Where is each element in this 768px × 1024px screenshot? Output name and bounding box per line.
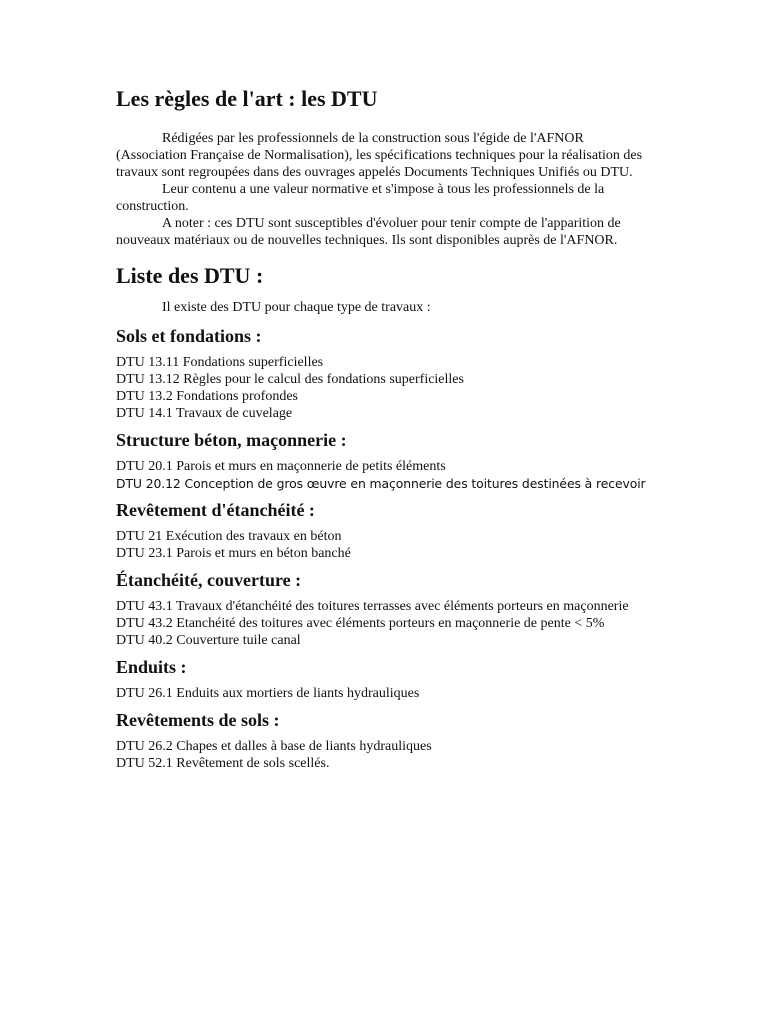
dtu-entry: DTU 43.1 Travaux d'étanchéité des toitures terrasses avec éléments porteurs en maçonnerie bbox=[116, 599, 629, 614]
list-intro: Il existe des DTU pour chaque type de travaux : bbox=[162, 300, 431, 315]
section-sols-fondations bbox=[116, 324, 656, 422]
section-heading: Étanchéité, couverture : bbox=[116, 570, 302, 590]
intro-paragraph-3: A noter : ces DTU sont susceptibles d'évoluer pour tenir compte de l'apparition de nouveaux matériaux ou de nouvelles techniques. Ils sont disponibles auprès de l'AFNOR. bbox=[116, 216, 621, 248]
section-etancheite-couverture bbox=[116, 568, 656, 649]
document-page bbox=[116, 84, 656, 778]
section-revetement-etancheite bbox=[116, 498, 656, 562]
dtu-entry: DTU 20.12 Conception de gros œuvre en maçonnerie des toitures destinées à recevoir bbox=[116, 476, 646, 491]
section-heading: Sols et fondations : bbox=[116, 326, 262, 346]
section-enduits bbox=[116, 655, 656, 702]
dtu-entry: DTU 23.1 Parois et murs en béton banché bbox=[116, 546, 351, 561]
intro-block bbox=[116, 130, 656, 249]
dtu-entry: DTU 21 Exécution des travaux en béton bbox=[116, 529, 342, 544]
dtu-entry: DTU 13.2 Fondations profondes bbox=[116, 389, 298, 404]
dtu-entry: DTU 20.1 Parois et murs en maçonnerie de petits éléments bbox=[116, 459, 446, 474]
intro-paragraph-2: Leur contenu a une valeur normative et s'impose à tous les professionnels de la construction. bbox=[116, 182, 605, 214]
dtu-entry: DTU 52.1 Revêtement de sols scellés. bbox=[116, 756, 330, 771]
dtu-entry: DTU 13.12 Règles pour le calcul des fondations superficielles bbox=[116, 372, 464, 387]
dtu-entry: DTU 26.2 Chapes et dalles à base de liants hydrauliques bbox=[116, 739, 432, 754]
dtu-entry: DTU 40.2 Couverture tuile canal bbox=[116, 633, 301, 648]
section-structure-beton bbox=[116, 428, 656, 492]
dtu-entry: DTU 13.11 Fondations superficielles bbox=[116, 355, 324, 370]
dtu-entry: DTU 43.2 Etanchéité des toitures avec éléments porteurs en maçonnerie de pente < 5% bbox=[116, 616, 605, 631]
section-heading: Structure béton, maçonnerie : bbox=[116, 430, 347, 450]
dtu-entry: DTU 14.1 Travaux de cuvelage bbox=[116, 406, 293, 421]
section-heading: Revêtements de sols : bbox=[116, 710, 280, 730]
list-heading: Liste des DTU : bbox=[116, 263, 264, 288]
intro-paragraph-1: Rédigées par les professionnels de la construction sous l'égide de l'AFNOR (Association Française de Normalisation), les spécifications techniques pour la réalisation des travaux sont regroupées dans des ouvrages appelés Documents Techniques Unifiés ou DTU. bbox=[116, 131, 643, 180]
page-title: Les règles de l'art : les DTU bbox=[116, 86, 378, 111]
dtu-entry: DTU 26.1 Enduits aux mortiers de liants hydrauliques bbox=[116, 686, 420, 701]
section-heading: Revêtement d'étanchéité : bbox=[116, 500, 315, 520]
section-revetements-sols bbox=[116, 708, 656, 772]
section-heading: Enduits : bbox=[116, 657, 187, 677]
